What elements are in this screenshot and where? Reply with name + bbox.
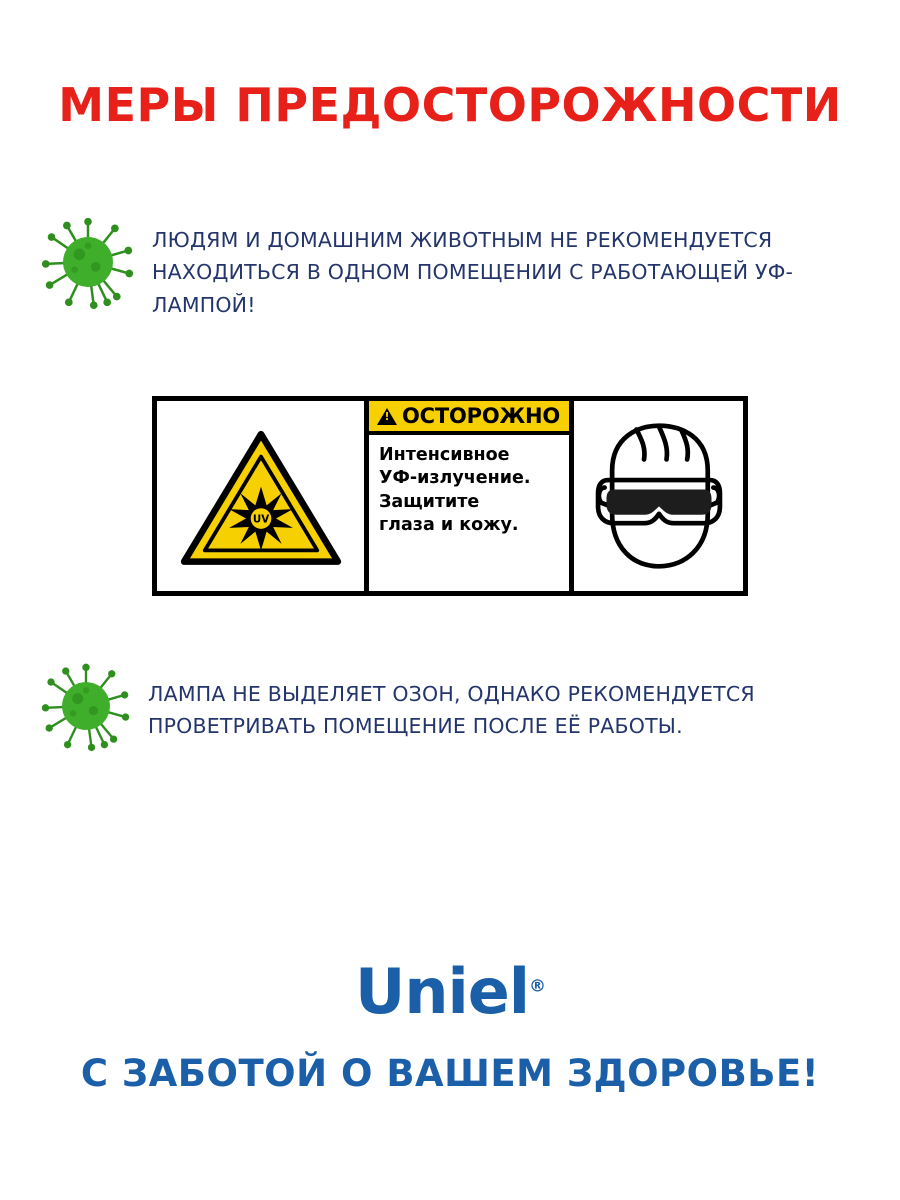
warning-line-1: Интенсивное — [379, 445, 510, 465]
warning-line-2: УФ-излучение. — [379, 468, 531, 489]
caution-header — [369, 401, 569, 435]
footer-slogan: С ЗАБОТОЙ О ВАШЕМ ЗДОРОВЬЕ! — [80, 1052, 820, 1095]
brand-name: Uniel — [354, 955, 530, 1028]
precaution-text-2: ЛАМПА НЕ ВЫДЕЛЯЕТ ОЗОН, ОДНАКО РЕКОМЕНДУЕТСЯ ПРОВЕТРИВАТЬ ПОМЕЩЕНИЕ ПОСЛЕ ЕЁ РАБОТЫ. — [148, 682, 755, 739]
safety-goggles-icon — [574, 401, 743, 591]
precaution-text-1: ЛЮДЯМ И ДОМАШНИМ ЖИВОТНЫМ НЕ РЕКОМЕНДУЕТСЯ НАХОДИТЬСЯ В ОДНОМ ПОМЕЩЕНИИ С РАБОТАЮЩЕЙ УФ-ЛАМПОЙ! — [152, 228, 794, 317]
precaution-item-2 — [40, 660, 860, 752]
caution-word: ОСТОРОЖНО — [402, 404, 561, 428]
virus-icon — [40, 660, 132, 752]
warning-text-block — [369, 401, 574, 591]
uv-warning-label — [152, 396, 748, 596]
brand-logo — [0, 955, 900, 1028]
exclamation-triangle-icon — [377, 408, 397, 425]
registered-mark: ® — [529, 976, 546, 997]
warning-line-4: глаза и кожу. — [379, 514, 519, 535]
warning-body — [369, 435, 569, 537]
uv-radiation-triangle-icon — [157, 401, 369, 591]
precaution-item-1 — [40, 214, 860, 321]
page-title: МЕРЫ ПРЕДОСТОРОЖНОСТИ — [58, 78, 842, 132]
svg-text:UV: UV — [252, 513, 269, 526]
warning-line-3: Защитите — [379, 491, 480, 512]
virus-icon — [40, 214, 136, 310]
